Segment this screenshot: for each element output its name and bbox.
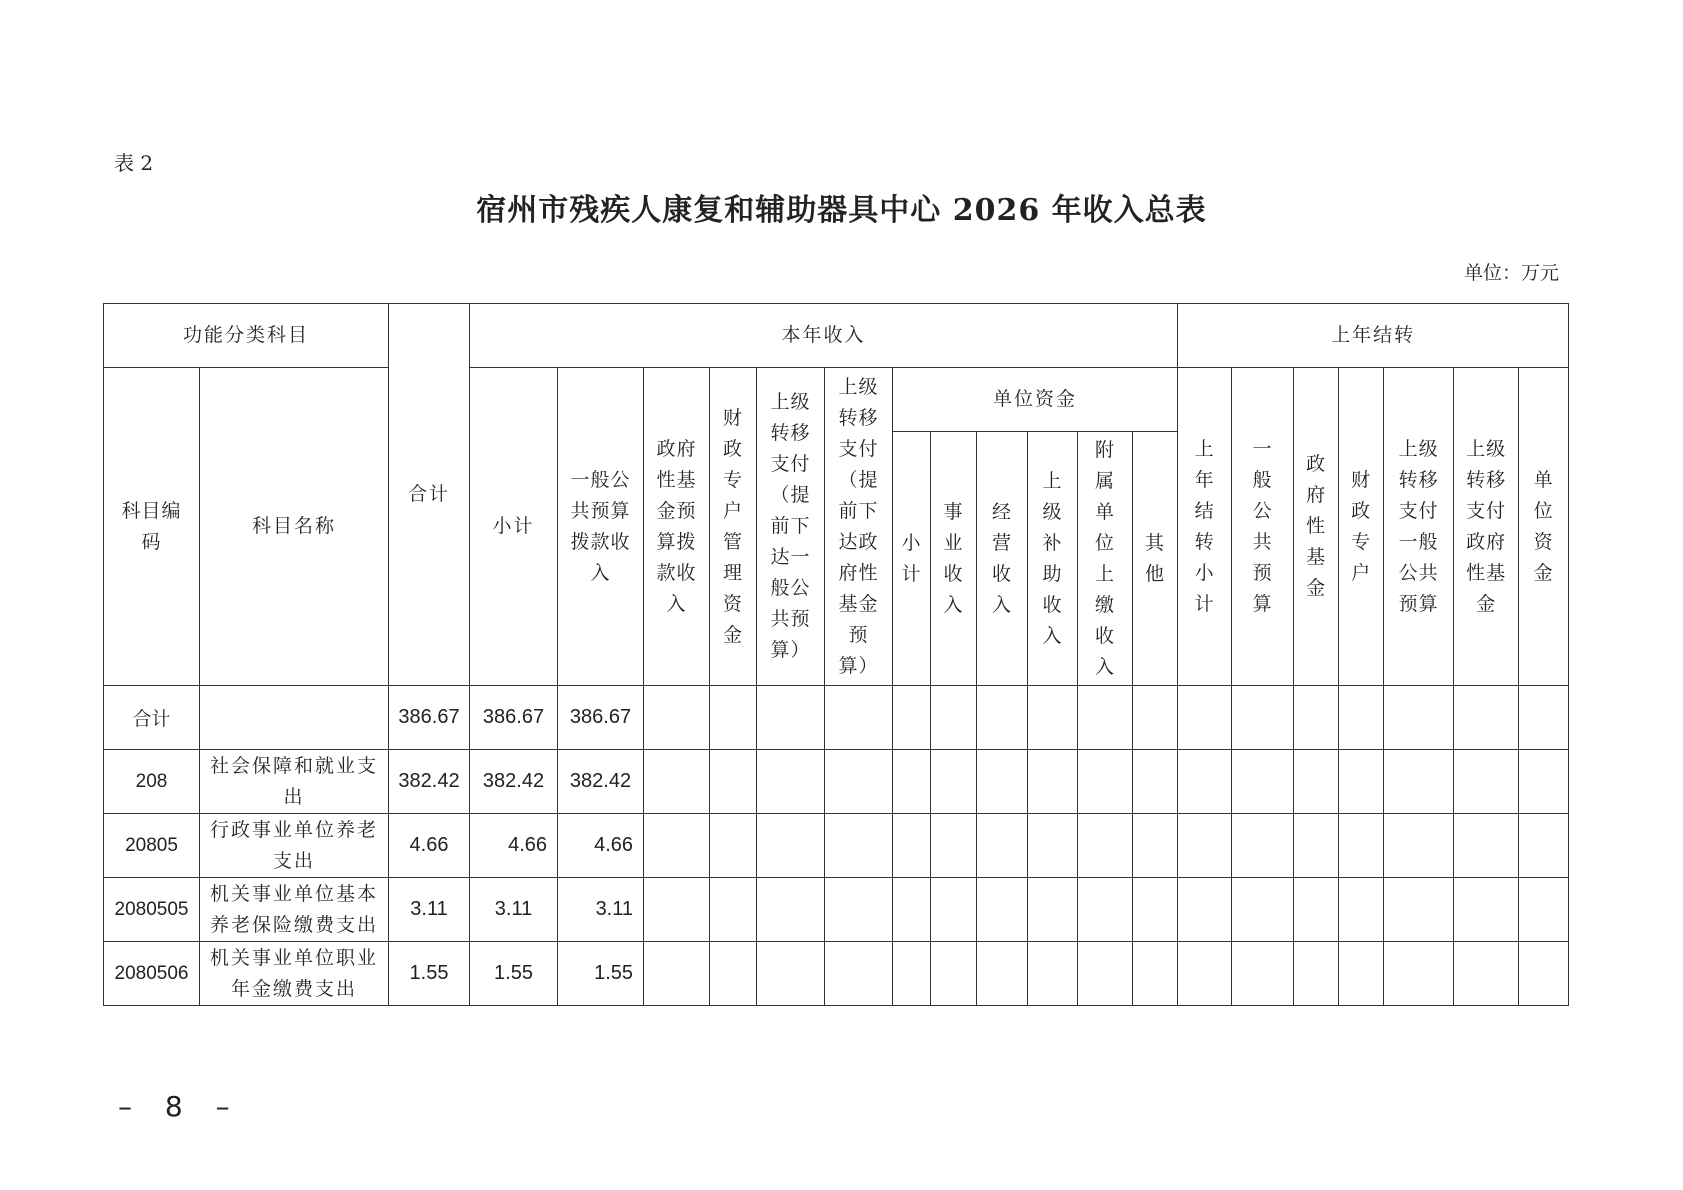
row-name: 行政事业单位养老支出 (200, 814, 389, 878)
row-general-budget: 386.67 (558, 686, 644, 750)
header-unit-funds: 单位资金 (893, 368, 1178, 432)
header-other: 其他 (1133, 432, 1178, 686)
header-carry-unit-funds: 单位资金 (1519, 368, 1569, 686)
row-subtotal: 1.55 (470, 942, 558, 1006)
header-carry-gov-fund: 政府性基金 (1294, 368, 1339, 686)
header-general-public-budget: 一般公共预算拨款收入 (558, 368, 644, 686)
document-title: 宿州市残疾人康复和辅助器具中心 2026 年收入总表 (476, 193, 1207, 228)
row-code: 2080506 (104, 942, 200, 1006)
header-subject-name: 科目名称 (200, 368, 389, 686)
row-subtotal: 382.42 (470, 750, 558, 814)
header-total: 合计 (389, 304, 470, 686)
unit-label: 单位：万元 (1463, 262, 1559, 284)
header-gov-fund-budget: 政府性基金预算拨款收入 (644, 368, 710, 686)
header-subject-code: 科目编码 (104, 368, 200, 686)
header-carry-transfer-fund: 上级转移支付政府性基金 (1454, 368, 1519, 686)
row-code: 208 (104, 750, 200, 814)
header-carry-general-public: 一般公共预算 (1232, 368, 1294, 686)
header-fiscal-special-account: 财政专户管理资金 (710, 368, 757, 686)
header-operating-income: 经营收入 (977, 432, 1028, 686)
row-general-budget: 1.55 (558, 942, 644, 1006)
header-current-year-income: 本年收入 (470, 304, 1178, 368)
income-summary-table (103, 303, 1569, 1006)
row-total: 4.66 (389, 814, 470, 878)
header-functional-category: 功能分类科目 (104, 304, 389, 368)
table-row (104, 686, 1569, 750)
row-total: 1.55 (389, 942, 470, 1006)
row-subtotal: 4.66 (470, 814, 558, 878)
page-number: – 8 – (118, 1090, 242, 1123)
table-row (104, 878, 1569, 942)
row-name: 社会保障和就业支出 (200, 750, 389, 814)
row-code: 2080505 (104, 878, 200, 942)
header-carry-subtotal: 上年结转小计 (1178, 368, 1232, 686)
row-name: 机关事业单位基本养老保险缴费支出 (200, 878, 389, 942)
row-code: 合计 (104, 686, 200, 750)
row-subtotal: 386.67 (470, 686, 558, 750)
row-name (200, 686, 389, 750)
row-total: 382.42 (389, 750, 470, 814)
row-general-budget: 4.66 (558, 814, 644, 878)
table-row (104, 814, 1569, 878)
row-general-budget: 382.42 (558, 750, 644, 814)
header-carry-fiscal-account: 财政专户 (1339, 368, 1384, 686)
header-subtotal: 小计 (470, 368, 558, 686)
table-row (104, 750, 1569, 814)
table-row (104, 942, 1569, 1006)
header-transfer-fund-advance: 上级转移支付（提前下达政府性基金预算） (825, 368, 893, 686)
row-total: 386.67 (389, 686, 470, 750)
header-prior-year-carryover: 上年结转 (1178, 304, 1569, 368)
row-code: 20805 (104, 814, 200, 878)
header-superior-subsidy: 上级补助收入 (1028, 432, 1078, 686)
row-subtotal: 3.11 (470, 878, 558, 942)
header-transfer-general-advance: 上级转移支付（提前下达一般公共预算） (757, 368, 825, 686)
row-name: 机关事业单位职业年金缴费支出 (200, 942, 389, 1006)
header-unit-subtotal: 小计 (893, 432, 931, 686)
header-business-income: 事业收入 (931, 432, 977, 686)
table-label: 表 2 (114, 151, 154, 175)
row-total: 3.11 (389, 878, 470, 942)
header-carry-transfer-general: 上级转移支付一般公共预算 (1384, 368, 1454, 686)
header-affiliated-remit: 附属单位上缴收入 (1078, 432, 1133, 686)
row-general-budget: 3.11 (558, 878, 644, 942)
